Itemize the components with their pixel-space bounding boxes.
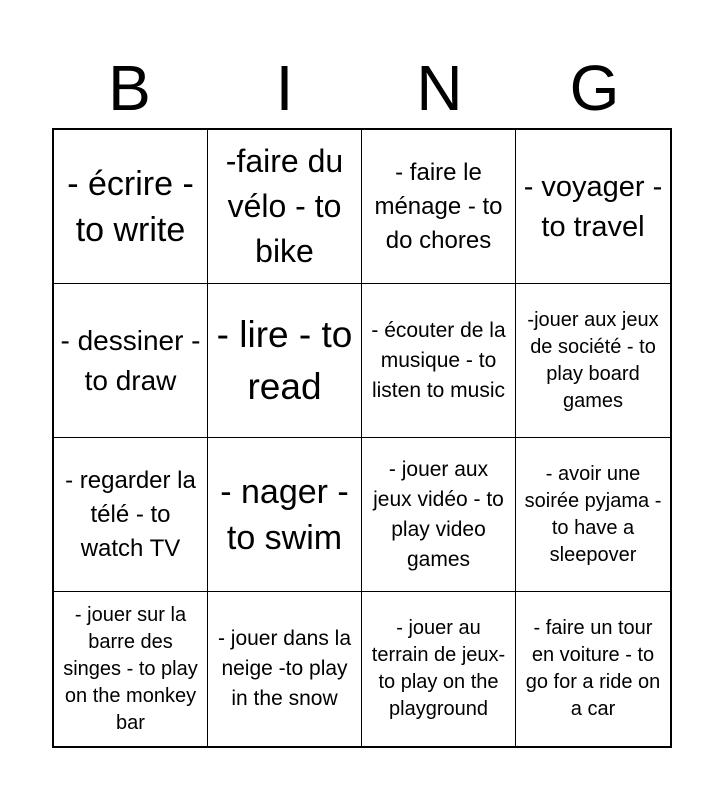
cell-text: - dessiner - to draw <box>60 324 201 396</box>
bingo-cell <box>362 130 516 284</box>
bingo-cell <box>54 438 208 592</box>
cell-text: -faire du vélo - to bike <box>225 143 344 269</box>
bingo-cell <box>54 592 208 746</box>
cell-text: -jouer aux jeux de société - to play board games <box>527 308 659 412</box>
bingo-cell <box>208 284 362 438</box>
bingo-cell <box>516 130 670 284</box>
bingo-cell <box>362 438 516 592</box>
cell-text: - avoir une soirée pyjama - to have a sleepover <box>524 462 662 566</box>
bingo-cell <box>54 130 208 284</box>
bingo-cell <box>208 130 362 284</box>
cell-text: - jouer aux jeux vidéo - to play video games <box>373 457 504 571</box>
cell-text: - lire - to read <box>216 313 353 407</box>
cell-text: - faire le ménage - to do chores <box>374 158 503 254</box>
header-letter-i: I <box>275 52 294 124</box>
header-letter-g: G <box>569 52 620 124</box>
bingo-cell <box>208 438 362 592</box>
bingo-cell <box>54 284 208 438</box>
bingo-cell <box>362 592 516 746</box>
bingo-cell <box>362 284 516 438</box>
bingo-header <box>52 48 672 128</box>
bingo-cell <box>516 438 670 592</box>
cell-text: - faire un tour en voiture - to go for a ride on a car <box>525 617 661 720</box>
cell-text: - jouer sur la barre des singes - to play on the monkey bar <box>63 603 198 734</box>
cell-text: - écouter de la musique - to listen to music <box>371 318 506 402</box>
cell-text: - écrire - to write <box>67 164 194 249</box>
cell-text: - regarder la télé - to watch TV <box>65 466 196 562</box>
bingo-cell <box>516 284 670 438</box>
cell-text: - nager -to swim <box>220 472 349 557</box>
bingo-cell <box>516 592 670 746</box>
header-letter-b: B <box>108 52 151 124</box>
cell-text: - jouer dans la neige -to play in the snow <box>217 627 352 710</box>
bingo-grid <box>52 128 672 748</box>
cell-text: - voyager - to travel <box>523 170 663 243</box>
header-letter-n: N <box>416 52 463 124</box>
cell-text: - jouer au terrain de jeux- to play on the playground <box>371 617 506 720</box>
bingo-cell <box>208 592 362 746</box>
